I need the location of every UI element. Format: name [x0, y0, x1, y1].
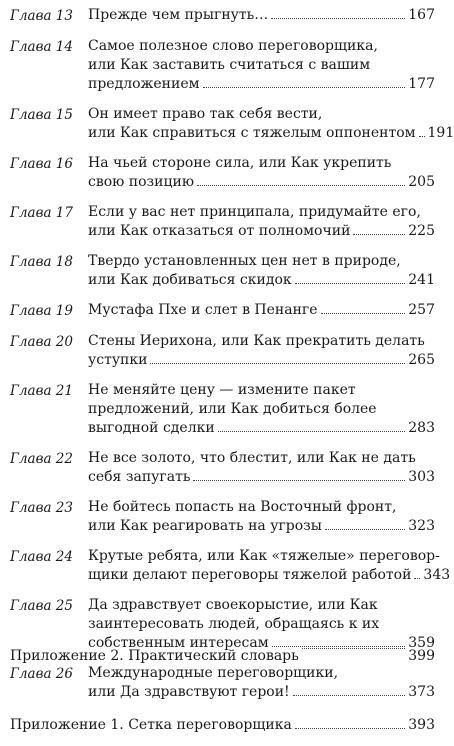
entry-title: или Да здравствуют герои! — [88, 684, 290, 700]
chapter-number: Глава 19 — [10, 303, 73, 319]
entry-last-line — [88, 683, 435, 702]
toc-entry-appendix[interactable] — [10, 716, 435, 735]
entry-title: или Как отказаться от полномочий — [88, 223, 351, 239]
dot-leader — [353, 233, 405, 235]
entry-last-line — [88, 301, 435, 320]
entry-last-line — [88, 222, 435, 241]
entry-title: себя запугать — [88, 469, 191, 485]
entry-title: предложением — [88, 76, 200, 92]
entry-body — [88, 37, 435, 94]
entry-last-line — [10, 716, 435, 735]
entry-body — [88, 301, 435, 320]
page-number: 167 — [408, 7, 435, 23]
chapter-number: Глава 17 — [10, 205, 73, 221]
toc-entry[interactable] — [10, 664, 435, 702]
entry-title-line: Самое полезное слово переговорщика, — [88, 38, 378, 54]
entry-last-line — [88, 173, 435, 192]
chapter-number: Глава 18 — [10, 254, 73, 270]
dot-leader — [295, 282, 406, 284]
dot-leader — [302, 647, 406, 649]
entry-body — [88, 664, 435, 702]
entry-last-line — [88, 75, 435, 94]
entry-title-line: Международные переговорщики, — [88, 665, 339, 681]
page-number: 177 — [408, 76, 435, 92]
toc-entry[interactable] — [10, 498, 435, 536]
entry-last-line — [88, 566, 451, 585]
entry-body — [10, 716, 435, 735]
page-number: 225 — [408, 223, 435, 239]
page-number: 257 — [408, 302, 435, 318]
entry-title-line: Не все золото, что блестит, или Как не дать — [88, 450, 416, 466]
entry-title: Мустафа Пхе и слет в Пенанге — [88, 302, 318, 318]
chapter-number: Глава 21 — [10, 383, 73, 399]
entry-body — [88, 203, 435, 241]
chapter-number: Глава 25 — [10, 598, 73, 614]
entry-title-line: Он имеет право так себя вести, — [88, 106, 323, 122]
entry-title: или Как реагировать на угрозы — [88, 518, 322, 534]
entry-title: уступки — [88, 352, 148, 368]
toc-entry[interactable] — [10, 596, 435, 653]
dot-leader — [203, 86, 406, 88]
entry-body — [88, 6, 435, 25]
dot-leader — [193, 479, 405, 481]
entry-title-line: Не бойтесь попасть на Восточный фронт, — [88, 499, 397, 515]
entry-title-line: заинтересовать людей, обращаясь к их — [88, 616, 380, 632]
chapter-number: Глава 16 — [10, 156, 73, 172]
entry-title: щики делают переговоры тяжелой работой — [88, 567, 412, 583]
chapter-number: Глава 14 — [10, 39, 73, 55]
dot-leader — [197, 184, 405, 186]
toc-entry[interactable] — [10, 105, 454, 143]
toc-entry[interactable] — [10, 301, 435, 321]
entry-title-line: Если у вас нет принципала, придумайте его, — [88, 204, 421, 220]
entry-title-line: На чьей стороне сила, или Как укрепить — [88, 155, 392, 171]
entry-title: Приложение 2. Практический словарь — [10, 648, 299, 664]
chapter-number: Глава 20 — [10, 334, 73, 350]
page-number: 359 — [408, 635, 435, 651]
entry-body — [88, 449, 435, 487]
entry-last-line — [88, 271, 435, 290]
entry-body — [88, 154, 435, 192]
entry-title-line: Твердо установленных цен нет в природе, — [88, 253, 401, 269]
entry-title: свою позицию — [88, 174, 195, 190]
chapter-number: Глава 13 — [10, 8, 73, 24]
toc-entry[interactable] — [10, 203, 435, 241]
dot-leader — [325, 528, 405, 530]
entry-body — [88, 381, 435, 438]
page-number: 343 — [423, 567, 451, 583]
dot-leader — [321, 312, 406, 314]
entry-last-line — [88, 517, 435, 536]
chapter-number: Глава 22 — [10, 451, 73, 467]
entry-title: собственным интересам — [88, 635, 269, 651]
chapter-number: Глава 23 — [10, 500, 73, 516]
table-of-contents — [10, 6, 454, 746]
dot-leader — [218, 430, 406, 432]
entry-body — [88, 498, 435, 536]
page-number: 205 — [408, 174, 435, 190]
entry-last-line — [88, 6, 435, 25]
dot-leader — [150, 362, 405, 364]
page-number: 393 — [408, 717, 435, 733]
dot-leader — [419, 135, 425, 137]
chapter-number: Глава 24 — [10, 549, 73, 565]
entry-title-line: или Как заставить считаться с вашим — [88, 57, 371, 73]
entry-title: Приложение 1. Сетка переговорщика — [10, 717, 292, 733]
page-number: 323 — [408, 518, 435, 534]
entry-last-line — [88, 468, 435, 487]
entry-body — [88, 105, 454, 143]
entry-body — [88, 332, 435, 370]
entry-last-line — [88, 351, 435, 370]
entry-body — [88, 547, 451, 585]
toc-entry[interactable] — [10, 37, 435, 94]
page-number: 265 — [408, 352, 435, 368]
entry-body — [88, 596, 435, 653]
toc-entry[interactable] — [10, 381, 435, 438]
entry-title-line: Крутые ребята, или Как «тяжелые» переговор- — [88, 548, 440, 564]
entry-title-line: Да здравствует своекорыстие, или Как — [88, 597, 378, 613]
entry-last-line — [88, 124, 454, 143]
page-number: 373 — [408, 684, 435, 700]
entry-title-line: Не меняйте цену — измените пакет — [88, 382, 356, 398]
page-number: 399 — [408, 648, 435, 664]
entry-title-line: Стены Иерихона, или Как прекратить делать — [88, 333, 425, 349]
toc-entry[interactable] — [10, 449, 435, 487]
toc-entry[interactable] — [10, 252, 435, 290]
entry-body — [88, 252, 435, 290]
page-number: 283 — [408, 420, 435, 436]
dot-leader — [414, 577, 420, 579]
toc-entry[interactable] — [10, 6, 435, 26]
page-number: 191 — [427, 125, 454, 141]
page-number: 241 — [408, 272, 435, 288]
page-number: 303 — [408, 469, 435, 485]
entry-title: Прежде чем прыгнуть… — [88, 7, 269, 23]
dot-leader — [293, 694, 406, 696]
chapter-number: Глава 15 — [10, 107, 73, 123]
entry-title: или Как добиваться скидок — [88, 272, 292, 288]
dot-leader — [295, 727, 405, 729]
entry-title: выгодной сделки — [88, 420, 215, 436]
entry-title-line: предложений, или Как добиться более — [88, 401, 377, 417]
toc-entry[interactable] — [10, 332, 435, 370]
toc-entry-cutoff — [10, 647, 435, 666]
chapter-number: Глава 26 — [10, 666, 73, 682]
toc-entry[interactable] — [10, 547, 451, 585]
entry-title: или Как справиться с тяжелым оппонентом — [88, 125, 416, 141]
dot-leader — [271, 17, 405, 19]
toc-entry[interactable] — [10, 154, 435, 192]
entry-last-line — [88, 419, 435, 438]
